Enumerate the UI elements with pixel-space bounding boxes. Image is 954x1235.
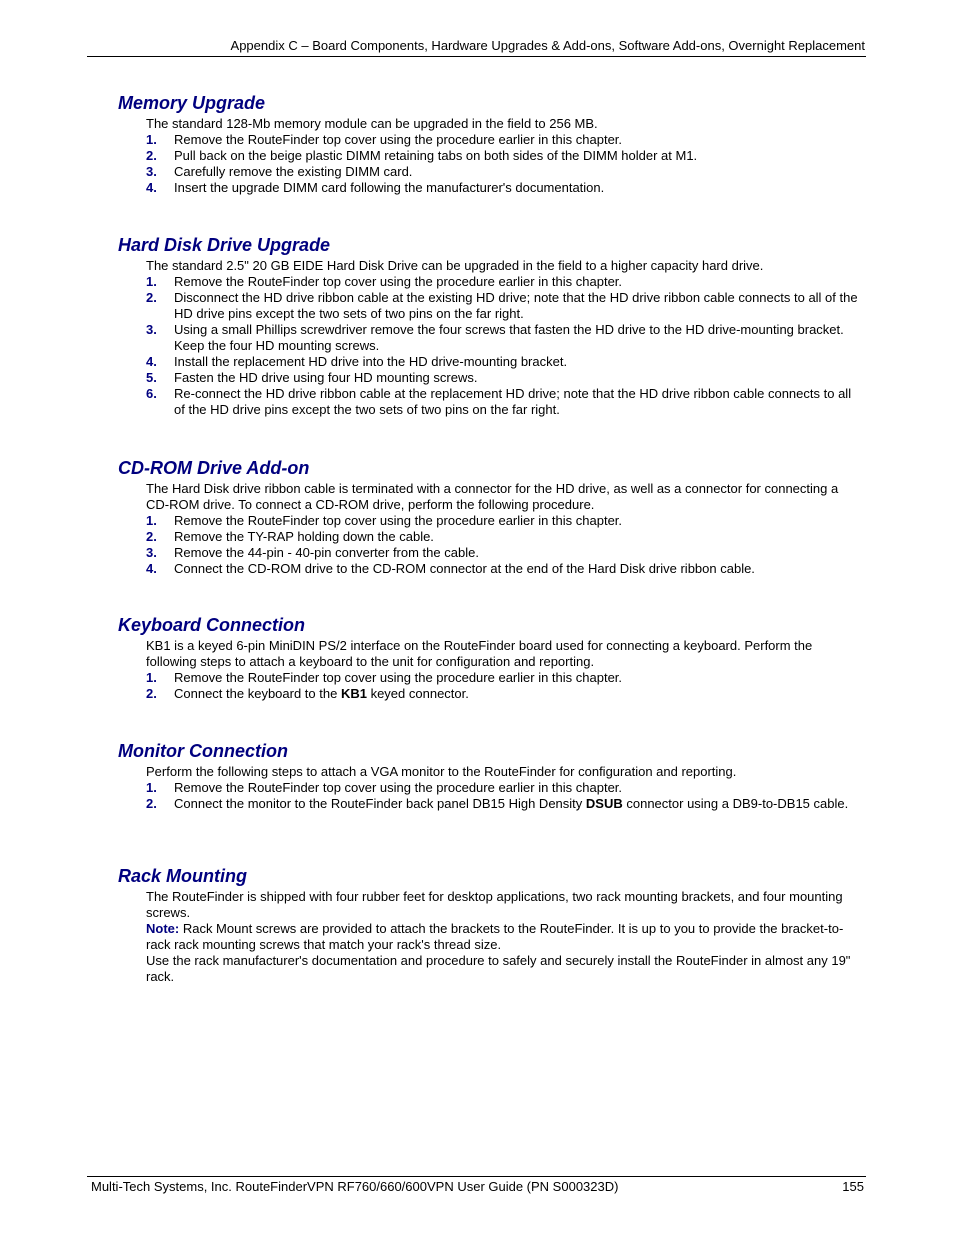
list-item: 3. Carefully remove the existing DIMM card. <box>146 164 413 179</box>
monitor-steps <box>146 780 863 812</box>
list-item: 2. Disconnect the HD drive ribbon cable at the existing HD drive; note that the HD drive ribbon cable connects to all of the HD drive pins except the two sets of two pins on the far right. <box>146 290 858 321</box>
list-item: 2. Pull back on the beige plastic DIMM retaining tabs on both sides of the DIMM holder at M1. <box>146 148 698 163</box>
heading-memory-upgrade: Memory Upgrade <box>118 93 266 113</box>
heading-keyboard-connection: Keyboard Connection <box>118 615 306 635</box>
hdd-steps <box>146 274 863 418</box>
heading-cdrom-drive-add-on: CD-ROM Drive Add-on <box>118 458 310 478</box>
list-item: 1. Remove the RouteFinder top cover using the procedure earlier in this chapter. <box>146 274 623 289</box>
section-rack-mounting <box>118 865 863 985</box>
memory-steps <box>146 132 863 196</box>
list-item: 4. Insert the upgrade DIMM card following the manufacturer's documentation. <box>146 180 605 195</box>
list-item: 5. Fasten the HD drive using four HD mounting screws. <box>146 370 478 385</box>
list-item: 4. Install the replacement HD drive into the HD drive-mounting bracket. <box>146 354 568 369</box>
cdrom-steps <box>146 513 863 577</box>
footer-text: Multi-Tech Systems, Inc. RouteFinderVPN RF760/660/600VPN User Guide (PN S000323D) <box>91 1179 619 1194</box>
heading-rack-mounting: Rack Mounting <box>118 866 247 886</box>
section-hard-disk-drive-upgrade <box>118 234 863 418</box>
list-item: 6. Re-connect the HD drive ribbon cable at the replacement HD drive; note that the HD drive ribbon cable connects to all of the HD drive pins except the two sets of two pins on the far right. <box>146 386 852 417</box>
list-item: 4. Connect the CD-ROM drive to the CD-ROM connector at the end of the Hard Disk drive ribbon cable. <box>146 561 755 576</box>
memory-intro: The standard 128-Mb memory module can be upgraded in the field to 256 MB. <box>146 116 598 131</box>
heading-monitor-connection: Monitor Connection <box>118 741 288 761</box>
list-item: 3. Using a small Phillips screwdriver remove the four screws that fasten the HD drive to the HD drive-mounting bracket. Keep the four HD mounting screws. <box>146 322 844 353</box>
heading-hard-disk-drive-upgrade: Hard Disk Drive Upgrade <box>118 235 331 255</box>
page-footer <box>91 1179 864 1195</box>
section-cdrom-drive-add-on <box>118 457 863 577</box>
page-number: 155 <box>842 1179 864 1194</box>
footer-rule <box>87 1176 866 1177</box>
list-item: 1. Remove the RouteFinder top cover using the procedure earlier in this chapter. <box>146 513 623 528</box>
rack-note: Note: Rack Mount screws are provided to attach the brackets to the RouteFinder. It is up to you to provide the bracket-to-rack rack mounting screws that match your rack's thread size. <box>146 921 844 952</box>
cdrom-intro: The Hard Disk drive ribbon cable is terminated with a connector for the HD drive, as well as a connector for connecting a CD-ROM drive. To connect a CD-ROM drive, perform the following procedure. <box>146 481 839 512</box>
header-rule <box>87 56 866 57</box>
list-item: 1. Remove the RouteFinder top cover using the procedure earlier in this chapter. <box>146 132 623 147</box>
list-item: 2. Connect the monitor to the RouteFinder back panel DB15 High Density DSUB connector using a DB9-to-DB15 cable. <box>146 796 849 811</box>
list-item: 2. Remove the TY-RAP holding down the cable. <box>146 529 434 544</box>
list-item: 3. Remove the 44-pin - 40-pin converter from the cable. <box>146 545 479 560</box>
page-header: Appendix C – Board Components, Hardware Upgrades & Add-ons, Software Add-ons, Overnight Replacement <box>230 38 865 53</box>
keyboard-intro: KB1 is a keyed 6-pin MiniDIN PS/2 interface on the RouteFinder board used for connecting a keyboard. Perform the following steps to attach a keyboard to the unit for configuration and reporting. <box>146 638 813 669</box>
rack-paragraph: The RouteFinder is shipped with four rubber feet for desktop applications, two rack mounting brackets, and four mounting screws. <box>146 889 843 920</box>
section-memory-upgrade <box>118 92 863 196</box>
hdd-intro: The standard 2.5" 20 GB EIDE Hard Disk Drive can be upgraded in the field to a higher capacity hard drive. <box>146 258 764 273</box>
section-monitor-connection <box>118 740 863 812</box>
monitor-intro: Perform the following steps to attach a VGA monitor to the RouteFinder for configuration and reporting. <box>146 764 737 779</box>
section-keyboard-connection <box>118 614 863 702</box>
list-item: 1. Remove the RouteFinder top cover using the procedure earlier in this chapter. <box>146 670 623 685</box>
list-item: 1. Remove the RouteFinder top cover using the procedure earlier in this chapter. <box>146 780 623 795</box>
keyboard-steps <box>146 670 863 702</box>
list-item: 2. Connect the keyboard to the KB1 keyed connector. <box>146 686 469 701</box>
rack-paragraph: Use the rack manufacturer's documentation and procedure to safely and securely install the RouteFinder in almost any 19" rack. <box>146 953 851 984</box>
